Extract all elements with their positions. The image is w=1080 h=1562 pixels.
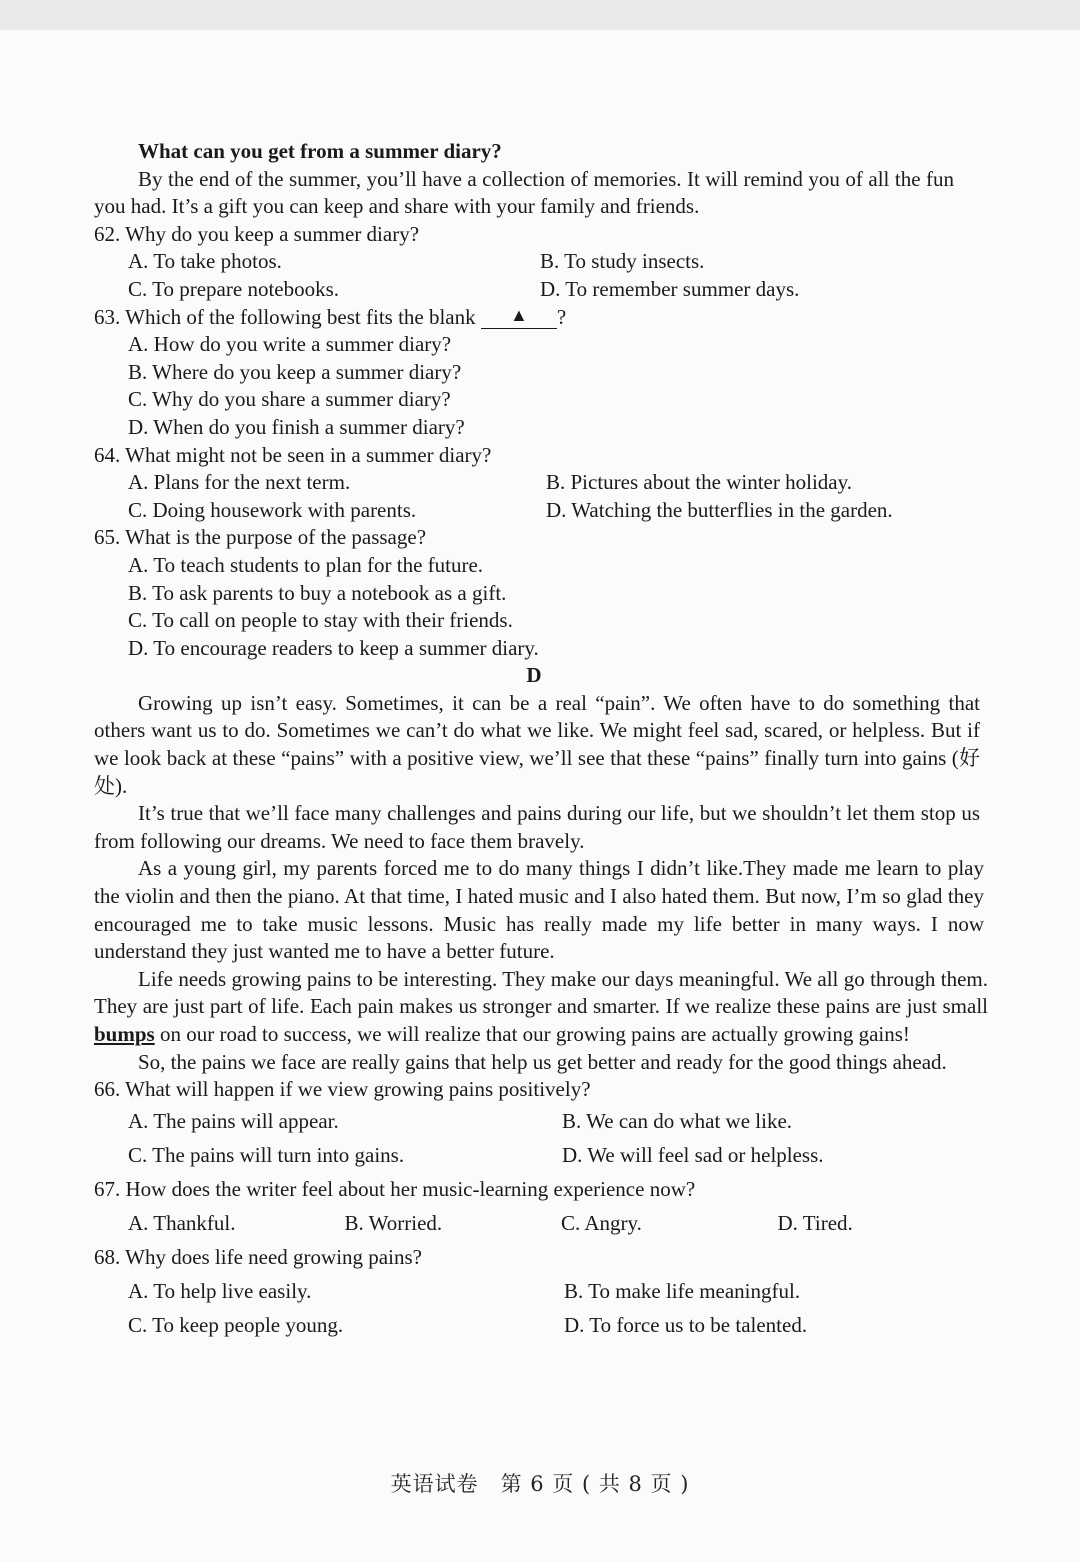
paragraph-d3-text: As a young girl, my parents forced me to do many things I didn’t like.They made me learn to play the violin and then the piano. At that time, I hated music and I also hated them. But now, I’m so glad they encouraged me to take music lessons. Music has really made my life better in many ways. I now understand they just wanted me to have a better future. (94, 856, 984, 964)
options-66-row1 (94, 1104, 994, 1138)
option-62-a[interactable]: A. To take photos. (128, 249, 282, 274)
paragraph-d4 (94, 966, 988, 1049)
paragraph-d1 (94, 690, 980, 800)
question-63 (94, 304, 994, 332)
question-66: 66. What will happen if we view growing pains positively? (94, 1077, 591, 1102)
option-62-d[interactable]: D. To remember summer days. (540, 276, 800, 301)
paragraph-text: By the end of the summer, you’ll have a collection of memories. It will remind you of all the fun you had. It’s a gift you can keep and share with your family and friends. (94, 166, 954, 219)
options-62-row1 (94, 248, 994, 276)
word-bumps: bumps (94, 1022, 155, 1046)
options-64-row2 (94, 497, 994, 525)
option-63-d[interactable]: D. When do you finish a summer diary? (128, 414, 465, 439)
paragraph-d1-text: Growing up isn’t easy. Sometimes, it can be a real “pain”. We often have to do something that others want us to do. Sometimes we can’t do what we like. We might feel sad, scared, or helpless. But if we look back at these “pains” with a positive view, we’ll see that these “pains” finally turn into gains (好处). (94, 690, 980, 798)
section-d-heading: D (526, 663, 542, 688)
option-67-a[interactable]: A. Thankful. (128, 1210, 236, 1235)
paragraph-d3 (94, 855, 984, 965)
option-65-b[interactable]: B. To ask parents to buy a notebook as a gift. (128, 580, 507, 605)
option-63-a[interactable]: A. How do you write a summer diary? (128, 332, 452, 357)
options-66-row2 (94, 1138, 994, 1172)
paragraph-d4-text-post: on our road to success, we will realize that our growing pains are actually growing gains! (159, 1022, 910, 1046)
options-68-row1 (94, 1274, 994, 1308)
paragraph-d2-text: It’s true that we’ll face many challenges and pains during our life, but we shouldn’t let them stop us from following our dreams. We need to face them bravely. (94, 801, 980, 853)
option-66-a[interactable]: A. The pains will appear. (128, 1108, 339, 1133)
paragraph-d2 (94, 800, 980, 855)
options-64-row1 (94, 469, 994, 497)
question-63-text: 63. Which of the following best fits the blank (94, 304, 476, 329)
question-65: 65. What is the purpose of the passage? (94, 525, 427, 550)
option-63-c[interactable]: C. Why do you share a summer diary? (128, 387, 451, 412)
option-66-d[interactable]: D. We will feel sad or helpless. (562, 1142, 824, 1167)
option-65-a[interactable]: A. To teach students to plan for the future. (128, 552, 484, 577)
paragraph-d4-text-pre: Life needs growing pains to be interesting. They make our days meaningful. We all go through them. They are just part of life. Each pain makes us stronger and smarter. If we realize these pains are just small (94, 966, 988, 1019)
option-66-c[interactable]: C. The pains will turn into gains. (128, 1142, 405, 1167)
option-67-c[interactable]: C. Angry. (561, 1210, 642, 1235)
option-65-c[interactable]: C. To call on people to stay with their friends. (128, 608, 513, 633)
option-64-c[interactable]: C. Doing housework with parents. (128, 497, 417, 522)
question-67: 67. How does the writer feel about her music-learning experience now? (94, 1176, 696, 1201)
question-68: 68. Why does life need growing pains? (94, 1244, 422, 1269)
top-band (0, 0, 1080, 30)
answer-blank (481, 306, 557, 329)
paragraph-d5-text: So, the pains we face are really gains that help us get better and ready for the good things ahead. (138, 1049, 947, 1074)
paragraph-summer-diary (94, 166, 954, 221)
option-67-d[interactable]: D. Tired. (777, 1210, 853, 1235)
subheading: What can you get from a summer diary? (138, 139, 502, 163)
option-67-b[interactable]: B. Worried. (344, 1210, 443, 1235)
options-62-row2 (94, 276, 994, 304)
option-68-b[interactable]: B. To make life meaningful. (564, 1278, 801, 1303)
triangle-marker: ▲ (509, 304, 528, 325)
option-68-a[interactable]: A. To help live easily. (128, 1278, 312, 1303)
page-content (94, 138, 994, 1342)
option-64-d[interactable]: D. Watching the butterflies in the garden. (546, 497, 893, 522)
page-footer: 英语试卷 第 6 页 ( 共 8 页 ) (390, 1472, 690, 1496)
option-66-b[interactable]: B. We can do what we like. (562, 1108, 793, 1133)
option-65-d[interactable]: D. To encourage readers to keep a summer diary. (128, 635, 539, 660)
option-68-c[interactable]: C. To keep people young. (128, 1312, 344, 1337)
options-68-row2 (94, 1308, 994, 1342)
paragraph-d5 (94, 1049, 990, 1077)
question-62: 62. Why do you keep a summer diary? (94, 221, 420, 246)
option-68-d[interactable]: D. To force us to be talented. (564, 1312, 808, 1337)
option-63-b[interactable]: B. Where do you keep a summer diary? (128, 359, 462, 384)
question-63-mark: ? (556, 304, 567, 329)
option-62-b[interactable]: B. To study insects. (540, 249, 705, 274)
option-64-a[interactable]: A. Plans for the next term. (128, 470, 351, 495)
question-64: 64. What might not be seen in a summer diary? (94, 442, 492, 467)
option-62-c[interactable]: C. To prepare notebooks. (128, 276, 340, 301)
options-67-row (94, 1206, 994, 1240)
option-64-b[interactable]: B. Pictures about the winter holiday. (546, 470, 852, 495)
